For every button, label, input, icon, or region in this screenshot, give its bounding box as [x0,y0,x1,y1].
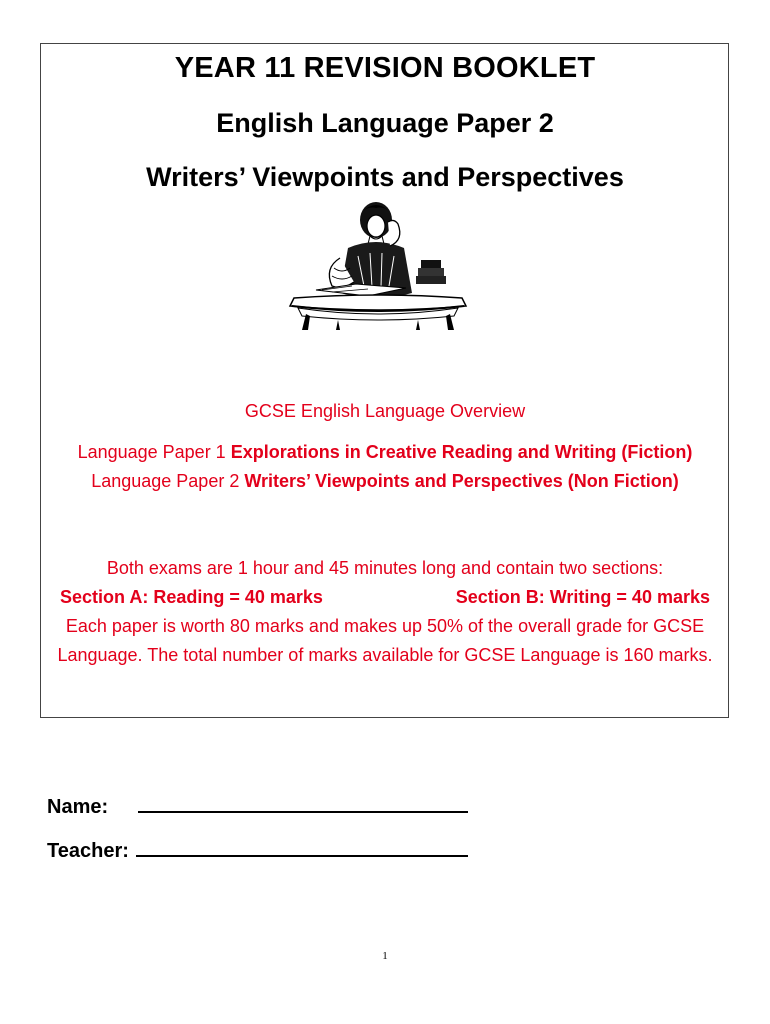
paper2-title: Writers’ Viewpoints and Perspectives (Non Fiction) [244,471,679,491]
name-field [47,796,468,819]
woman-reading-illustration-icon [278,198,478,333]
teacher-blank-line[interactable] [136,841,468,857]
section-b-marks: Section B: Writing = 40 marks [455,587,710,607]
papers-description [46,438,724,496]
marks-overview-text: Each paper is worth 80 marks and makes up 50% of the overall grade for GCSE Language. The total number of marks available for GCSE Language is 160 marks. [57,616,713,665]
overview-heading: GCSE English Language Overview [244,401,526,421]
name-blank-line[interactable] [138,797,468,813]
page-number: 1 [382,950,388,962]
paper-title: English Language Paper 2 [216,108,554,138]
paper1-title: Explorations in Creative Reading and Writing (Fiction) [230,442,693,462]
exam-duration-text: Both exams are 1 hour and 45 minutes long and contain two sections: [106,558,664,578]
paper2-label: Language Paper 2 [91,471,245,491]
teacher-field [47,840,468,863]
name-label: Name: [47,796,109,818]
paper1-label: Language Paper 1 [77,442,231,462]
booklet-title: YEAR 11 REVISION BOOKLET [174,52,596,84]
teacher-label: Teacher: [47,840,129,862]
section-a-marks: Section A: Reading = 40 marks [60,587,323,607]
paper-subtitle: Writers’ Viewpoints and Perspectives [146,162,624,192]
